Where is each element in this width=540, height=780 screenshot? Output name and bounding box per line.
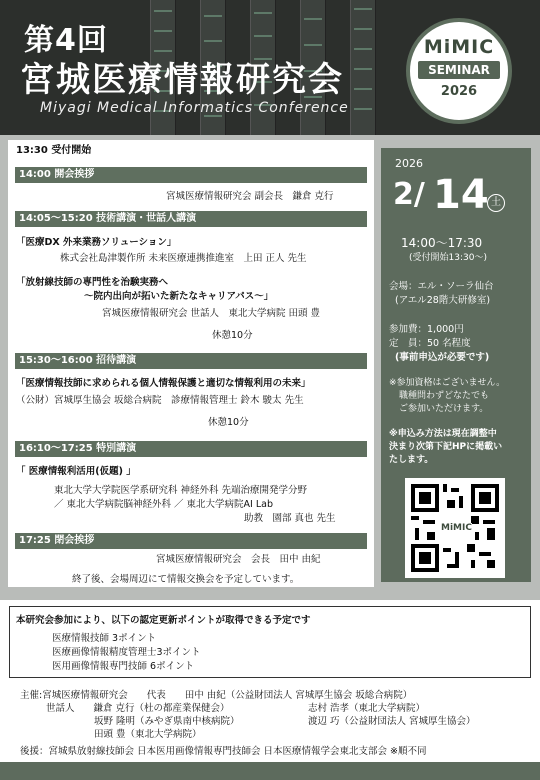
badge-brand: MiMIC — [423, 36, 495, 58]
apply-line2: 決まり次第下記HPに掲載い — [389, 442, 503, 452]
talk2-speaker: 宮城医療情報研究会 世話人 東北大学病院 田頭 豊 — [102, 308, 321, 319]
apply-line3: たします。 — [389, 455, 434, 465]
closing-speaker: 宮城医療情報研究会 会長 田中 由紀 — [156, 554, 321, 565]
event-weekday: 土 — [487, 194, 505, 212]
badge-label: SEMINAR — [418, 61, 500, 79]
session-closing-header: 17:25 閉会挨拶 — [15, 533, 367, 549]
event-info-panel — [381, 148, 531, 582]
qualification-line3: ご参加いただけます。 — [399, 404, 489, 414]
talk1-speaker: 株式会社島津製作所 未来医療連携推進室 上田 正人 先生 — [60, 253, 307, 264]
qr-code[interactable] — [405, 478, 505, 578]
event-reception: (受付開始13:30～) — [409, 253, 487, 263]
invited-title: 「医療情報技師に求められる個人情報保護と適切な情報利用の未来」 — [16, 378, 311, 389]
venue-line2: (アエル28階大研修室) — [395, 295, 491, 306]
special-speaker: 助教 園部 真也 先生 — [244, 513, 336, 524]
points-item-3: 医用画像情報専門技師 6ポイント — [52, 661, 195, 672]
opening-speaker: 宮城医療情報研究会 副会長 鎌倉 克行 — [166, 191, 334, 202]
talk2-title-line2: ～院内出向が拓いた新たなキャリアパス～」 — [84, 291, 274, 302]
special-title: 「 医療情報利活用(仮題) 」 — [16, 466, 136, 477]
steward-line-2b: 渡辺 巧（公益財団法人 宮城厚生協会） — [308, 716, 476, 727]
program-panel — [8, 140, 374, 587]
points-item-2: 医療画像情報精度管理士3ポイント — [52, 647, 201, 658]
event-time: 14:00～17:30 — [401, 236, 483, 250]
steward-line-1b: 志村 浩孝（東北大学病院） — [308, 703, 426, 714]
session-technical-header: 14:05～15:20 技術講演・世話人講演 — [15, 211, 367, 227]
sponsor-line: 後援：宮城県放射線技師会 日本医用画像情報専門技師会 日本医療情報学会東北支部会 ※順不同 — [20, 746, 427, 757]
special-affiliation-1: 東北大学大学院医学系研究科 神経外科 先端治療開発学分野 — [54, 485, 308, 496]
qualification-line2: 職種問わずどなたでも — [399, 391, 490, 401]
session-invited-header: 15:30～16:00 招待講演 — [15, 353, 367, 369]
session-special-header: 16:10～17:25 特別講演 — [15, 441, 367, 457]
venue-line1: 会場：エル・ソーラ仙台 — [389, 281, 494, 292]
certification-points-box — [9, 606, 531, 678]
edition-label: 第4回 — [24, 23, 108, 58]
event-month: 2/ — [393, 177, 425, 212]
talk2-title-line1: 「放射線技師の専門性を治験実務へ — [16, 277, 169, 288]
hero-banner — [0, 0, 540, 135]
organizer-line: 主催:宮城医療情報研究会 代表 田中 由紀（公益財団法人 宮城厚生協会 坂総合病院） — [20, 690, 413, 701]
steward-line-1a: 世話人 鎌倉 克行（杜の都産業保健会） — [46, 703, 230, 714]
fee: 参加費：1,000円 — [389, 324, 464, 335]
footer-bar — [0, 762, 540, 780]
steward-line-3: 田頭 豊（東北大学病院） — [94, 729, 202, 740]
qr-center-label: MiMIC — [441, 523, 472, 533]
event-day: 14 — [433, 172, 489, 218]
seminar-badge — [406, 18, 512, 124]
badge-year: 2026 — [440, 84, 478, 99]
session-opening-header: 14:00 開会挨拶 — [15, 167, 367, 183]
preregistration-note: (事前申込が必要です) — [395, 352, 490, 363]
break-1: 休憩10分 — [212, 330, 253, 341]
event-year: 2026 — [395, 157, 423, 170]
talk1-title: 「医療DX 外来業務ソリューション」 — [16, 237, 177, 248]
steward-line-2a: 坂野 隆明（みやぎ県南中核病院） — [94, 716, 240, 727]
points-item-1: 医療情報技師 3ポイント — [52, 633, 157, 644]
invited-speaker: （公財）宮城厚生協会 坂総合病院 診療情報管理士 鈴木 駿太 先生 — [16, 395, 304, 406]
closing-note: 終了後、会場周辺にて情報交換会を予定しています。 — [72, 574, 300, 585]
conference-subtitle: Miyagi Medical Informatics Conference — [40, 100, 349, 116]
break-2: 休憩10分 — [208, 417, 249, 428]
reception-time: 13:30 受付開始 — [16, 145, 92, 156]
qualification-line1: ※参加資格はございません。 — [389, 378, 506, 388]
points-intro: 本研究会参加により、以下の認定更新ポイントが取得できる予定です — [16, 615, 311, 626]
capacity: 定 員：50 名程度 — [389, 338, 471, 349]
special-affiliation-2: ／ 東北大学病院脳神経外科 ／ 東北大学病院AI Lab — [54, 499, 274, 510]
conference-title: 宮城医療情報研究会 — [20, 60, 344, 100]
apply-line1: ※申込み方法は現在調整中 — [389, 429, 497, 439]
